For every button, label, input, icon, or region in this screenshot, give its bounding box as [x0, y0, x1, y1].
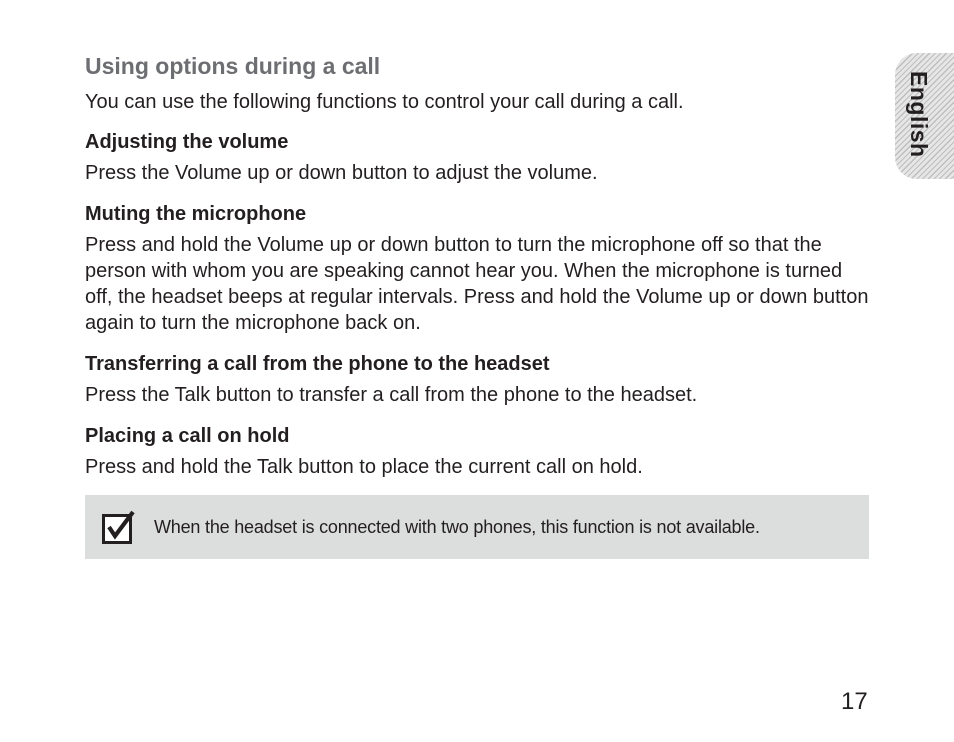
- sub-heading: Adjusting the volume: [85, 131, 289, 153]
- section-title: Using options during a call: [85, 53, 381, 79]
- page-content: [85, 52, 869, 495]
- note-text: When the headset is connected with two phones, this function is not available.: [154, 517, 760, 537]
- note-box: [85, 495, 869, 559]
- page-number: 17: [841, 688, 868, 715]
- paragraph: Press and hold the Talk button to place the current call on hold.: [85, 456, 643, 478]
- sub-heading: Muting the microphone: [85, 203, 307, 225]
- language-label: English: [906, 71, 932, 158]
- checkbox-check-icon: [102, 510, 136, 544]
- paragraph: Press the Volume up or down button to adjust the volume.: [85, 162, 598, 184]
- paragraph: Press the Talk button to transfer a call from the phone to the headset.: [85, 384, 698, 406]
- section-muting-microphone: [85, 201, 869, 336]
- language-tab: [895, 53, 954, 179]
- intro-text: You can use the following functions to control your call during a call.: [85, 91, 684, 113]
- sub-heading: Transferring a call from the phone to the headset: [85, 353, 550, 375]
- section-transferring-call: [85, 351, 869, 408]
- section-placing-hold: [85, 423, 869, 480]
- sub-heading: Placing a call on hold: [85, 425, 290, 447]
- paragraph: Press and hold the Volume up or down button to turn the microphone off so that the person with whom you are speaking cannot hear you. When the microphone is turned off, the headset beeps at regular intervals. Press and hold the Volume up or down button again to turn the microphone back on.: [85, 234, 869, 334]
- section-adjusting-volume: [85, 129, 869, 186]
